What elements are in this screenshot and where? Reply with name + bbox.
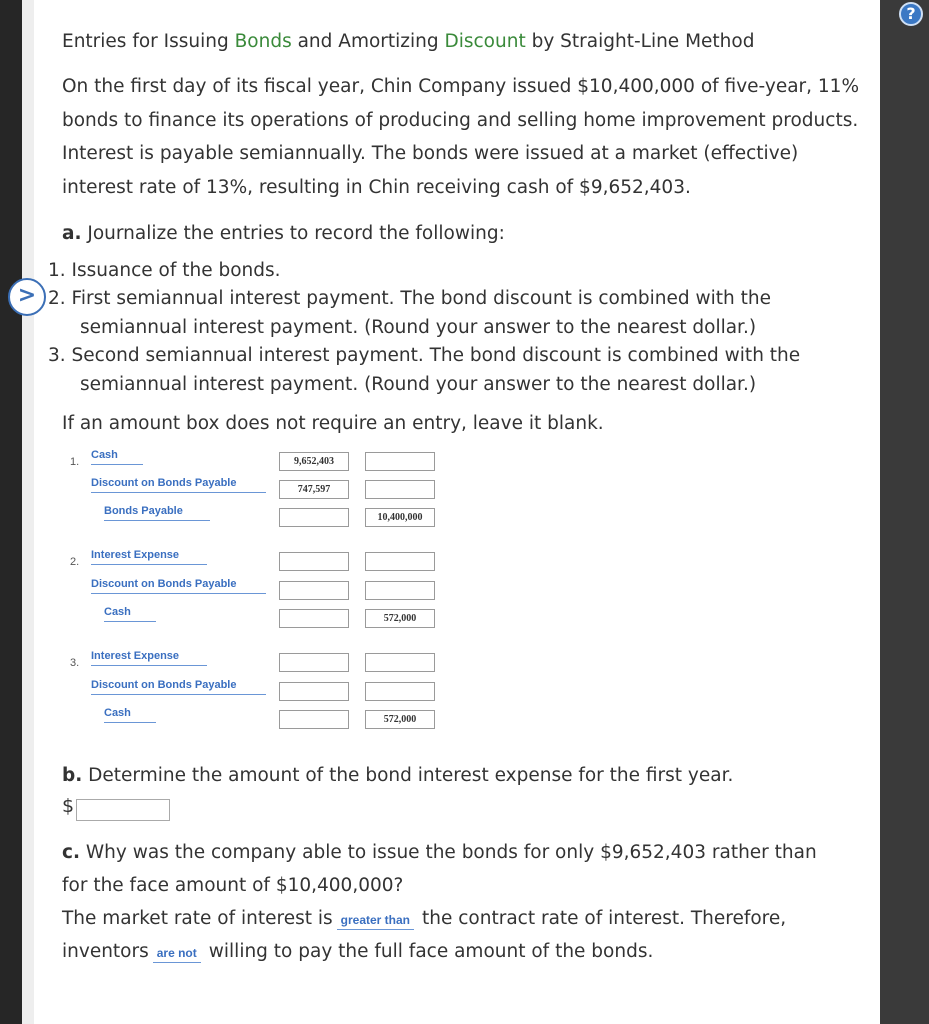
right-side-panel [880,0,929,1024]
part-a-heading: a. Journalize the entries to record the following: [62,223,505,244]
entry-number: 2. [70,556,80,568]
page-title: Entries for Issuing Bonds and Amortizing Discount by Straight-Line Method [62,31,755,52]
part-c-heading: c. Why was the company able to issue the bonds for only $9,652,403 rather than [62,842,817,863]
account-select[interactable]: Discount on Bonds Payable [91,477,266,493]
interest-expense-input[interactable] [76,799,170,821]
discount-keyword-link[interactable]: Discount [444,31,526,52]
debit-input[interactable] [279,508,349,527]
account-select[interactable]: Bonds Payable [104,505,210,521]
rate-comparison-select[interactable]: greater than [337,913,414,930]
list-item-1: 1. Issuance of the bonds. [48,260,281,281]
credit-input[interactable] [365,552,435,571]
account-select[interactable]: Cash [104,707,156,723]
account-select[interactable]: Interest Expense [91,549,207,565]
question-circle-icon[interactable]: ? [899,2,923,26]
credit-input[interactable]: 10,400,000 [365,508,435,527]
part-c-heading-line-2: for the face amount of $10,400,000? [62,875,404,896]
chevron-right-circle-icon[interactable]: > [8,278,46,316]
entry-number: 3. [70,657,80,669]
entry-number: 1. [70,456,80,468]
credit-input[interactable] [365,682,435,701]
part-b-heading: b. Determine the amount of the bond interest expense for the first year. [62,765,734,786]
debit-input[interactable] [279,581,349,600]
credit-input[interactable] [365,653,435,672]
bonds-keyword-link[interactable]: Bonds [234,31,292,52]
part-c-sentence-2: inventors are not willing to pay the full face amount of the bonds. [62,941,654,962]
currency-symbol: $ [62,795,75,817]
credit-input[interactable]: 572,000 [365,609,435,628]
problem-statement: On the first day of its fiscal year, Chin Company issued $10,400,000 of five-year, 11% bonds to finance its operations of producing and selling home improvement products. Interest is payable semiannually. The bonds were issued at a market (effective) interest rate of 13%, resulting in Chin receiving cash of $9,652,403. [62,76,860,198]
account-select[interactable]: Discount on Bonds Payable [91,578,266,594]
blank-entry-note: If an amount box does not require an entry, leave it blank. [62,413,604,434]
debit-input[interactable] [279,710,349,729]
willingness-select[interactable]: are not [153,946,201,963]
credit-input[interactable] [365,480,435,499]
debit-input[interactable] [279,552,349,571]
page-left-edge [22,0,34,1024]
debit-input[interactable] [279,682,349,701]
debit-input[interactable] [279,609,349,628]
account-select[interactable]: Discount on Bonds Payable [91,679,266,695]
debit-input[interactable] [279,653,349,672]
account-select[interactable]: Interest Expense [91,650,207,666]
part-c-sentence-1: The market rate of interest is greater than the contract rate of interest. Therefore, [62,908,787,929]
left-screen-edge [0,0,22,1024]
account-select[interactable]: Cash [104,606,156,622]
credit-input[interactable] [365,581,435,600]
list-item-3-line-2: semiannual interest payment. (Round your answer to the nearest dollar.) [80,374,757,395]
list-item-3: 3. Second semiannual interest payment. The bond discount is combined with the [48,345,801,366]
account-select[interactable]: Cash [91,449,143,465]
debit-input[interactable]: 9,652,403 [279,452,349,471]
debit-input[interactable]: 747,597 [279,480,349,499]
credit-input[interactable]: 572,000 [365,710,435,729]
list-item-2: 2. First semiannual interest payment. The bond discount is combined with the [48,288,772,309]
credit-input[interactable] [365,452,435,471]
list-item-2-line-2: semiannual interest payment. (Round your answer to the nearest dollar.) [80,317,757,338]
